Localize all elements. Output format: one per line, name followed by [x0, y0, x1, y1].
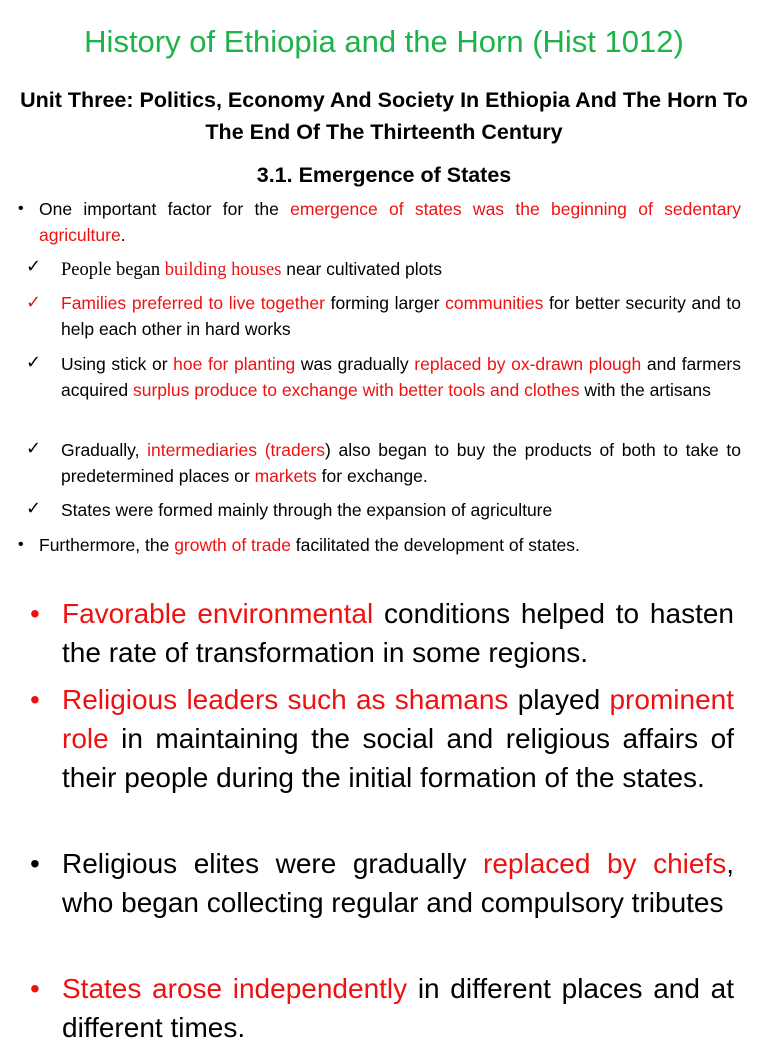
text-run: for better security and to help each other in hard works — [61, 293, 741, 339]
text-run: People began — [61, 260, 165, 280]
highlight-run: emergence of states was the beginning of sedentary agriculture — [39, 199, 742, 245]
bullet-icon: • — [18, 536, 24, 553]
highlight-run: markets — [254, 466, 317, 486]
bullet-icon: • — [30, 684, 40, 715]
text-run: , who began collecting regular and compulsory tributes — [62, 848, 734, 918]
text-run: ) also began to buy the products of both to take to predetermined places or — [61, 440, 741, 486]
point-trade — [39, 532, 741, 558]
point-agriculture — [39, 196, 741, 248]
text-run: and farmers acquired — [61, 354, 741, 400]
point-intermediaries — [61, 437, 741, 489]
highlight-run: prominent role — [62, 684, 734, 754]
text-run: Religious elites were gradually — [62, 848, 484, 879]
point-families — [61, 290, 741, 342]
text-run: in different places and at different times. — [62, 973, 734, 1043]
point-religious-elites — [62, 844, 734, 922]
highlight-run: growth of trade — [174, 535, 291, 555]
point-states-formed — [61, 497, 741, 523]
unit-title: Unit Three: Politics, Economy And Society In Ethiopia And The Horn To The End Of The Thirteenth Century — [20, 88, 748, 144]
document-title: History of Ethiopia and the Horn (Hist 1012) — [84, 24, 684, 59]
highlight-run: Families preferred to live together — [61, 293, 325, 313]
text-run: played — [508, 684, 610, 715]
highlight-run: States arose independently — [62, 973, 408, 1004]
highlight-run: replaced by chiefs — [483, 848, 727, 879]
text-run: One important factor for the — [39, 199, 291, 219]
text-run: States were formed mainly through the expansion of agriculture — [61, 500, 553, 520]
bullet-icon: • — [18, 200, 24, 217]
highlight-run: communities — [445, 293, 544, 313]
text-run: Using stick or — [61, 354, 174, 374]
text-run: in maintaining the social and religious affairs of their people during the initial formation of the states. — [62, 723, 734, 793]
highlight-run: Favorable environmental — [62, 598, 374, 629]
text-run: . — [120, 225, 126, 245]
bullet-icon: • — [30, 973, 40, 1004]
highlight-run: surplus produce to exchange with better tools and clothes — [133, 380, 580, 400]
check-icon: ✓ — [26, 352, 42, 373]
point-states-arose — [62, 969, 734, 1043]
text-run: forming larger — [324, 293, 446, 313]
text-run: facilitated the development of states. — [290, 535, 580, 555]
highlight-run: intermediaries (traders — [147, 440, 325, 460]
point-plough — [61, 351, 741, 403]
text-run: Furthermore, the — [39, 535, 175, 555]
text-run: Gradually, — [61, 440, 148, 460]
text-run: with the artisans — [579, 380, 711, 400]
highlight-run: Religious leaders such as shamans — [62, 684, 509, 715]
check-icon: ✓ — [26, 498, 42, 519]
bullet-icon: • — [30, 848, 40, 879]
text-run: for exchange. — [316, 466, 428, 486]
bullet-icon: • — [30, 598, 40, 629]
point-environment — [62, 594, 734, 672]
check-icon: ✓ — [26, 438, 42, 459]
check-icon: ✓ — [26, 292, 42, 313]
section-title: 3.1. Emergence of States — [256, 163, 512, 187]
highlight-run: replaced by ox-drawn plough — [414, 354, 642, 374]
check-icon: ✓ — [26, 256, 42, 277]
text-run: was gradually — [295, 354, 415, 374]
highlight-run: hoe for planting — [173, 354, 296, 374]
point-religious-leaders — [62, 680, 734, 797]
highlight-run: building houses — [164, 260, 282, 280]
text-run: near cultivated plots — [281, 259, 442, 279]
text-run: conditions helped to hasten the rate of transformation in some regions. — [62, 598, 735, 668]
point-building-houses — [61, 256, 741, 283]
